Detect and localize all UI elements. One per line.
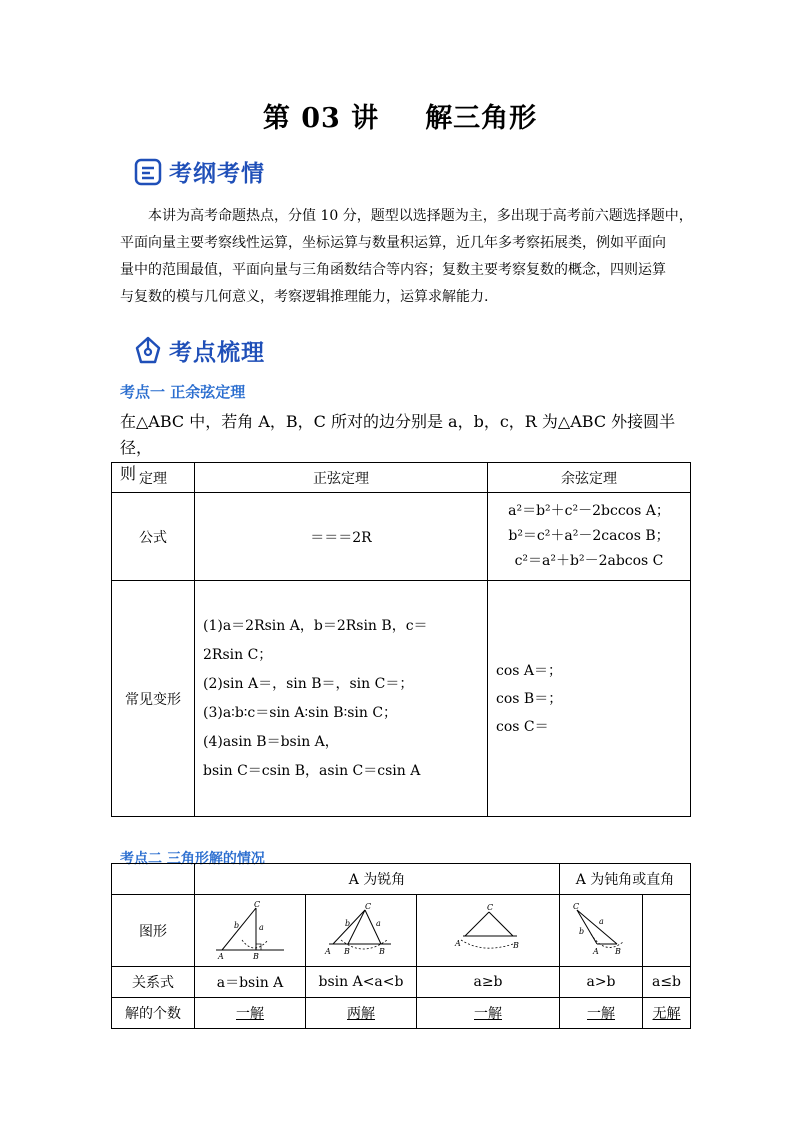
relation-3: a≥b bbox=[417, 967, 560, 998]
row-label-count: 解的个数 bbox=[112, 998, 195, 1029]
triangle-figure-right bbox=[210, 900, 290, 962]
side-a: a bbox=[599, 916, 604, 926]
section-header-points: 考点梳理 bbox=[133, 334, 265, 367]
triangle-solutions-table bbox=[111, 863, 691, 1029]
section-header-syllabus: 考纲考情 bbox=[133, 155, 265, 188]
count-5: 无解 bbox=[652, 1006, 681, 1022]
figure-cell-5 bbox=[643, 895, 691, 967]
table-row bbox=[112, 895, 691, 967]
vertex-a: A bbox=[455, 938, 461, 948]
triangle-figure-one-solution bbox=[443, 900, 533, 962]
vertex-c: C bbox=[487, 902, 494, 912]
vertex-b: B bbox=[253, 951, 259, 961]
side-a: a bbox=[259, 922, 264, 932]
triangle-figure-two-solutions bbox=[321, 900, 401, 962]
cosine-formula-c: c²＝a²＋b²－2abcos C bbox=[514, 553, 664, 569]
law-of-sines-cosines-table bbox=[111, 462, 691, 817]
sine-variant-4b: bsin C＝csin B，asin C＝csin A bbox=[203, 762, 421, 779]
row-label-formula: 公式 bbox=[112, 493, 195, 581]
cosine-variant-c: cos C＝ bbox=[496, 718, 549, 735]
relation-4: a>b bbox=[560, 967, 643, 998]
cosine-formulas bbox=[488, 493, 691, 581]
cosine-formula-a: a²＝b²＋c²－2bccos A； bbox=[508, 503, 670, 519]
vertex-c: C bbox=[573, 901, 580, 911]
header-cosine-law: 余弦定理 bbox=[488, 463, 691, 493]
sine-variant-1b: 2Rsin C； bbox=[203, 646, 273, 663]
vertex-b: B bbox=[615, 946, 621, 956]
row-label-variants: 常见变形 bbox=[112, 581, 195, 817]
figure-cell-2 bbox=[306, 895, 417, 967]
page-title: 第 03 讲 解三角形 bbox=[262, 103, 538, 134]
vertex-b: B bbox=[513, 940, 519, 950]
cosine-formula-b: b²＝c²＋a²－2cacos B； bbox=[508, 528, 670, 544]
count-3: 一解 bbox=[474, 1006, 502, 1022]
header-sine-law: 正弦定理 bbox=[195, 463, 488, 493]
intro-paragraph: 本讲为高考命题热点，分值 10 分，题型以选择题为主，多出现于高考前六题选择题中， 平面向量主要考察线性运算，坐标运算与数量积运算，近几年多考察拓展类，例如平面向 量中的范围最值，平面向量与三角函数结合等内容；复数主要考察复数的概念，四则运算 与复数的模与几何意义，考察逻辑推理能力，运算求解能力. bbox=[120, 208, 693, 305]
side-b: b bbox=[234, 920, 240, 930]
figure-cell-4 bbox=[560, 895, 643, 967]
header-acute: A 为锐角 bbox=[195, 864, 560, 895]
vertex-a: A bbox=[325, 946, 331, 956]
corner-cell bbox=[112, 864, 195, 895]
vertex-c: C bbox=[365, 901, 372, 911]
figure-cell-3 bbox=[417, 895, 560, 967]
sine-variant-3: (3)a∶b∶c＝sin A∶sin B∶sin C； bbox=[203, 704, 398, 721]
setup-sentence: 在△ABC 中，若角 A，B，C 所对的边分别是 a，b，c，R 为△ABC 外接圆半径， 则 bbox=[120, 412, 676, 483]
table-row bbox=[112, 998, 691, 1029]
vertex-b2: B bbox=[379, 946, 385, 956]
sine-variant-2: (2)sin A＝，sin B＝，sin C＝； bbox=[203, 675, 414, 692]
sine-formula: ＝＝＝2R bbox=[195, 493, 488, 581]
sine-variants bbox=[195, 581, 488, 817]
side-b: b bbox=[579, 926, 585, 936]
point1-title: 考点一 正余弦定理 bbox=[120, 383, 246, 401]
table-row bbox=[112, 493, 691, 581]
relation-2: bsin A<a<b bbox=[306, 967, 417, 998]
vertex-a: A bbox=[593, 946, 599, 956]
header-obtuse: A 为钝角或直角 bbox=[560, 864, 691, 895]
side-a: a bbox=[376, 918, 381, 928]
header-theorem: 定理 bbox=[112, 463, 195, 493]
row-label-figure: 图形 bbox=[112, 895, 195, 967]
triangle-figure-obtuse bbox=[561, 900, 641, 962]
table-row bbox=[112, 967, 691, 998]
count-1: 一解 bbox=[236, 1006, 264, 1022]
outline-list-icon bbox=[133, 157, 163, 187]
sine-variant-4: (4)asin B＝bsin A， bbox=[203, 733, 339, 750]
count-4: 一解 bbox=[587, 1006, 615, 1022]
vertex-a: A bbox=[218, 951, 224, 961]
side-b: b bbox=[345, 918, 351, 928]
row-label-relation: 关系式 bbox=[112, 967, 195, 998]
figure-cell-1 bbox=[195, 895, 306, 967]
sine-variant-1: (1)a＝2Rsin A，b＝2Rsin B，c＝ bbox=[203, 617, 428, 634]
cosine-variant-a: cos A＝； bbox=[496, 662, 563, 679]
relation-1: a＝bsin A bbox=[195, 967, 306, 998]
table-row bbox=[112, 864, 691, 895]
pen-nib-icon bbox=[133, 335, 163, 367]
table-row bbox=[112, 581, 691, 817]
relation-5: a≤b bbox=[643, 967, 691, 998]
vertex-c: C bbox=[254, 899, 261, 909]
count-2: 两解 bbox=[347, 1006, 375, 1022]
cosine-variants bbox=[488, 581, 691, 817]
table-row bbox=[112, 463, 691, 493]
cosine-variant-b: cos B＝； bbox=[496, 690, 563, 707]
point2-title: 考点二 三角形解的情况 bbox=[120, 851, 265, 867]
vertex-b1: B bbox=[344, 946, 350, 956]
